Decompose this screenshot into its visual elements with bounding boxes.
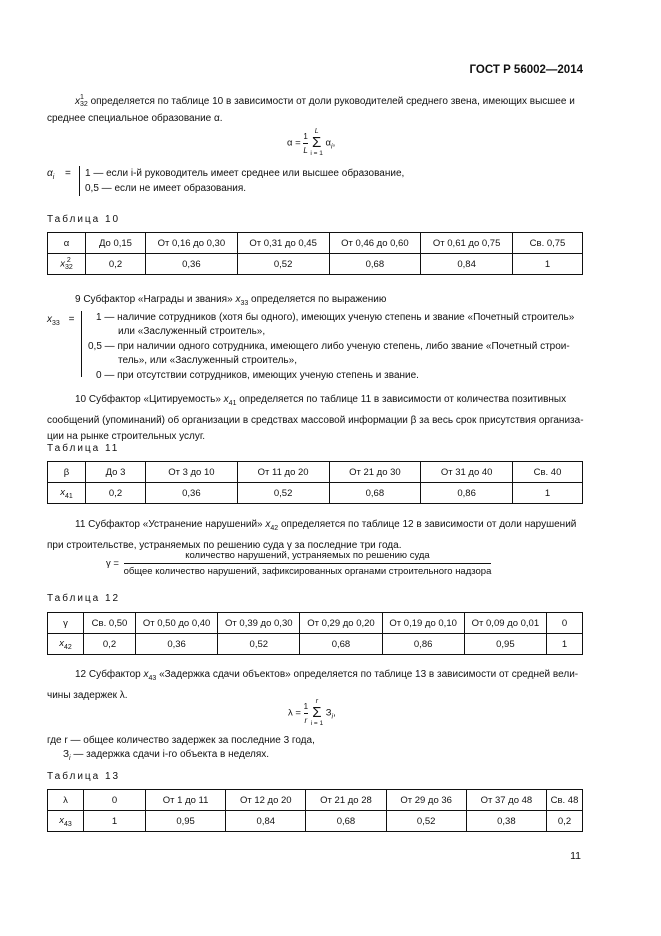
case-line: 1 — наличие сотрудников (хотя бы одного), имеющих ученую степень и звание «Почетный строитель» [96, 312, 575, 323]
table-cell: От 0,61 до 0,75 [421, 233, 513, 254]
table-cell: От 1 до 11 [146, 790, 226, 811]
formula-alpha: α = $\frac{1}{L}$ L Σ i = 1 $\alpha_i$, [287, 128, 336, 157]
table-cell: 0,84 [421, 254, 513, 275]
case-line: тель», или «Заслуженный строитель», [118, 354, 297, 366]
table-10-caption: Таблица 10 [47, 214, 121, 225]
section-9: 9 Субфактор «Награды и звания» $x_{33}$ определяется по выражению [75, 294, 387, 307]
paragraph-x32 [47, 94, 584, 127]
paragraph-line: среднее специальное образование α. [47, 112, 223, 124]
table-cell: α [48, 233, 86, 254]
page-number: 11 [570, 850, 581, 862]
table-12-caption: Таблица 12 [47, 593, 121, 604]
table-cell: От 0,16 до 0,30 [146, 233, 238, 254]
formula-fraction: количество нарушений, устраняемых по решению суда общее количество нарушений, зафиксированных органами строительного надзора [123, 550, 492, 577]
paragraph-line: определяется по таблице 10 в зависимости от доли руководителей среднего звена, имеющих высшее и [87, 96, 575, 107]
document-header: ГОСТ Р 56002—2014 [469, 64, 583, 76]
table-row [48, 483, 583, 504]
table-cell: 0 [547, 613, 583, 634]
table-cell: 0,68 [306, 811, 386, 832]
table-cell: От 0,09 до 0,01 [464, 613, 546, 634]
table-cell: От 0,19 до 0,10 [382, 613, 464, 634]
table-cell: 1 [84, 811, 146, 832]
table-cell: От 0,39 до 0,30 [218, 613, 300, 634]
table-cell: 0,2 [86, 483, 146, 504]
formula-lambda: λ = $\frac{1}{r}$ r Σ i = 1 $З_i$, [288, 698, 336, 727]
table-cell: 0 [84, 790, 146, 811]
table-cell: 0,36 [146, 254, 238, 275]
table-cell: 0,84 [226, 811, 306, 832]
table-row [48, 811, 583, 832]
table-cell: 1 [547, 634, 583, 655]
table-cell: От 21 до 30 [329, 462, 421, 483]
case-line: 0,5 — если не имеет образования. [85, 183, 247, 194]
table-row [48, 462, 583, 483]
table-cell: $x_{41}$ [48, 483, 86, 504]
table-cell: $x_{43}$ [48, 811, 84, 832]
table-cell: 0,68 [300, 634, 382, 655]
table-row [48, 634, 583, 655]
table-cell: 0,38 [466, 811, 546, 832]
table-10 [47, 232, 583, 275]
case-line: 0 — при отсутствии сотрудников, имеющих ученую степень и звание. [96, 370, 419, 381]
table-row [48, 254, 583, 275]
table-cell: 0,52 [218, 634, 300, 655]
section-11: 11 Субфактор «Устранение нарушений» $x_{42}$ определяется по таблице 12 в зависимости от доли нарушений при строительстве, устраняемых по решению суда γ за последние три года. [47, 519, 577, 551]
var-sub: 32 [80, 101, 88, 109]
case-line: 1 — если i-й руководитель имеет среднее или высшее образование, [85, 168, 405, 179]
table-cell: От 3 до 10 [146, 462, 238, 483]
table-13-caption: Таблица 13 [47, 771, 121, 782]
sum-symbol: L Σ i = 1 [310, 128, 323, 157]
table-cell: От 29 до 36 [386, 790, 466, 811]
formula-fraction: $\frac{1}{r}$ [303, 701, 309, 725]
x33-definition: $x_{33}$ = [47, 314, 75, 327]
table-cell: От 12 до 20 [226, 790, 306, 811]
table-cell: 0,52 [237, 254, 329, 275]
table-cell: 0,36 [146, 483, 238, 504]
table-13 [47, 789, 583, 832]
table-12 [47, 612, 583, 655]
alpha-definition: $\alpha_i$ = [47, 168, 71, 181]
table-cell: 0,2 [84, 634, 136, 655]
table-cell: Св. 40 [513, 462, 583, 483]
table-cell: До 0,15 [86, 233, 146, 254]
table-cell: 0,52 [237, 483, 329, 504]
case-line: или «Заслуженный строитель», [118, 325, 266, 337]
table-cell: 0,86 [421, 483, 513, 504]
table-cell: γ [48, 613, 84, 634]
table-cell: 1 [513, 483, 583, 504]
x33-cases [81, 311, 584, 381]
table-cell: 0,86 [382, 634, 464, 655]
table-cell: От 21 до 28 [306, 790, 386, 811]
where-block [47, 734, 315, 766]
section-12: 12 Субфактор $x_{43}$ «Задержка сдачи объектов» определяется по таблице 13 в зависимости от средней вели- чины задержек λ. [47, 669, 579, 701]
table-cell: От 0,31 до 0,45 [237, 233, 329, 254]
table-cell: 0,68 [329, 483, 421, 504]
table-cell: 1 [513, 254, 583, 275]
table-cell: β [48, 462, 86, 483]
case-line: 0,5 — при наличии одного сотрудника, имеющего либо ученую степень, либо звание «Почетный строи- [88, 341, 570, 352]
table-cell: От 31 до 40 [421, 462, 513, 483]
table-cell: Св. 0,75 [513, 233, 583, 254]
table-cell: От 0,29 до 0,20 [300, 613, 382, 634]
table-cell: 0,52 [386, 811, 466, 832]
table-cell: От 0,46 до 0,60 [329, 233, 421, 254]
table-cell: $x_{42}$ [48, 634, 84, 655]
table-cell: 0,2 [86, 254, 146, 275]
table-row [48, 613, 583, 634]
var-x: x [75, 96, 80, 107]
table-cell: 0,2 [547, 811, 583, 832]
table-cell: λ [48, 790, 84, 811]
table-cell: До 3 [86, 462, 146, 483]
table-cell: От 11 до 20 [237, 462, 329, 483]
table-11 [47, 461, 583, 504]
var-sup: 1 [80, 94, 84, 102]
where-line: где r — общее количество задержек за последние 3 года, [47, 735, 315, 746]
sum-symbol: r Σ i = 1 [310, 698, 324, 727]
table-cell: От 0,50 до 0,40 [136, 613, 218, 634]
table-row [48, 790, 583, 811]
table-cell: 0,36 [136, 634, 218, 655]
table-row [48, 233, 583, 254]
table-cell: x 2 32 [48, 254, 86, 275]
formula-fraction: $\frac{1}{L}$ [303, 131, 308, 155]
table-cell: 0,95 [146, 811, 226, 832]
section-10: 10 Субфактор «Цитируемость» $x_{41}$ определяется по таблице 11 в зависимости от количества позитивных сообщений (упоминаний) об организации в средствах массовой информации β за весь срок присутствия организа- ции на рынке строительных услуг. [47, 394, 584, 442]
table-cell: От 37 до 48 [466, 790, 546, 811]
table-cell: 0,68 [329, 254, 421, 275]
table-cell: 0,95 [464, 634, 546, 655]
formula-gamma: γ = количество нарушений, устраняемых по решению суда общее количество нарушений, зафиксированных органами строительного надзора [106, 550, 492, 577]
where-line: $З_i$ — задержка сдачи i-го объекта в неделях. [63, 749, 270, 762]
table-11-caption: Таблица 11 [47, 443, 120, 454]
table-cell: Св. 48 [547, 790, 583, 811]
formula-lhs: α = [287, 137, 301, 149]
table-cell: Св. 0,50 [84, 613, 136, 634]
alpha-cases [79, 166, 404, 196]
